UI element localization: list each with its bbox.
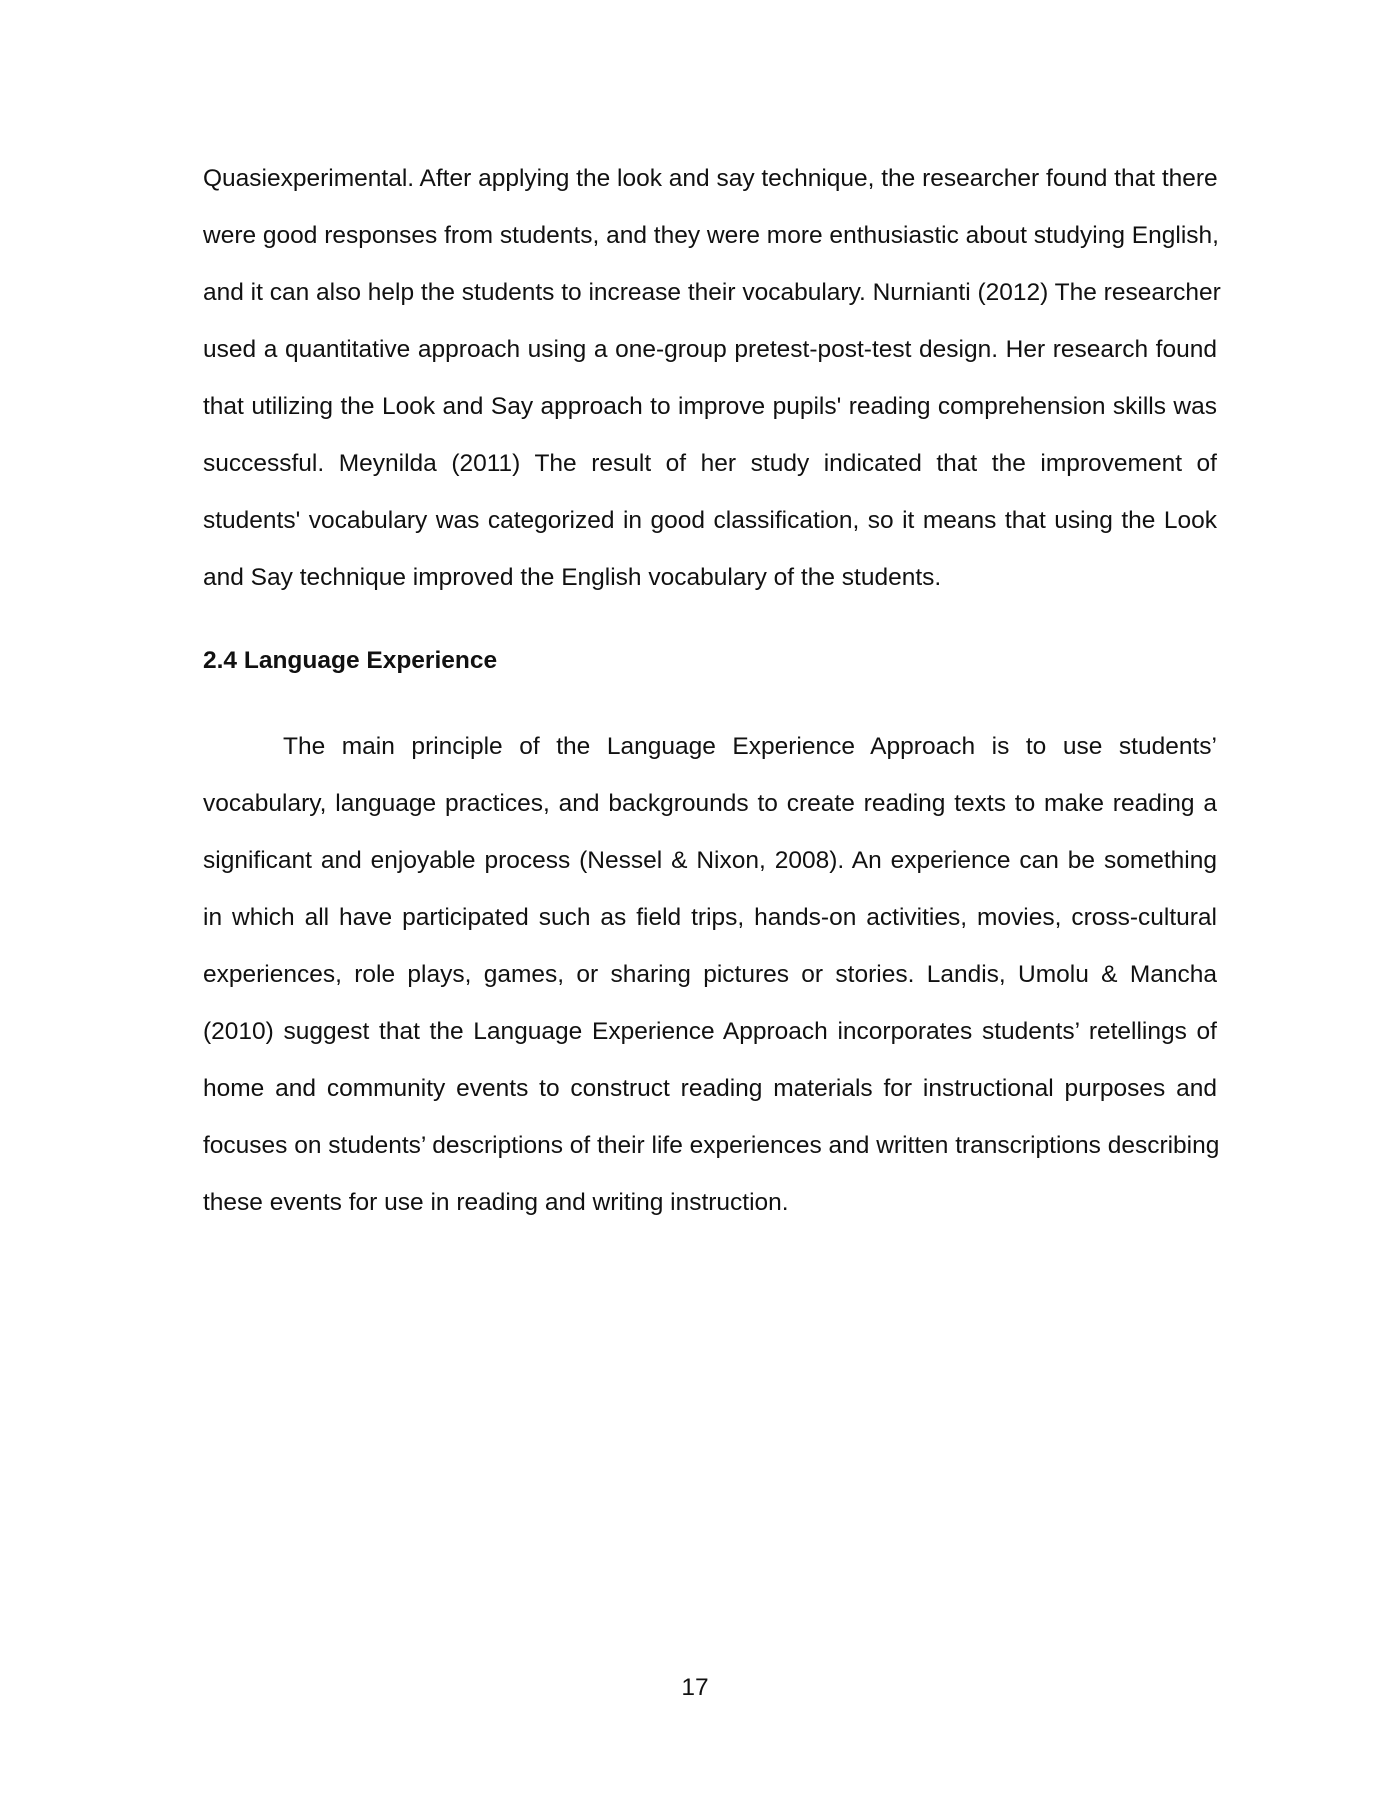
text-line: vocabulary, language practices, and backgrounds to create reading texts to make reading a — [203, 790, 1217, 817]
page-number: 17 — [681, 1674, 709, 1701]
text-line: in which all have participated such as field trips, hands-on activities, movies, cross-cultural — [203, 904, 1217, 931]
text-line: significant and enjoyable process (Nessel & Nixon, 2008). An experience can be something — [203, 847, 1217, 874]
text-line: The main principle of the Language Experience Approach is to use students’ — [283, 733, 1217, 760]
paragraph-look-and-say-studies — [203, 150, 1221, 606]
text-line: that utilizing the Look and Say approach to improve pupils' reading comprehension skills was — [203, 393, 1217, 420]
section-heading: 2.4 Language Experience — [203, 647, 498, 674]
text-line: experiences, role plays, games, or sharing pictures or stories. Landis, Umolu & Mancha — [203, 961, 1217, 988]
text-line: students' vocabulary was categorized in good classification, so it means that using the Look — [203, 507, 1217, 534]
text-line: and Say technique improved the English vocabulary of the students. — [203, 564, 942, 591]
text-line: focuses on students’ descriptions of their life experiences and written transcriptions describing — [203, 1132, 1220, 1159]
text-line: home and community events to construct reading materials for instructional purposes and — [203, 1075, 1217, 1102]
text-line: these events for use in reading and writing instruction. — [203, 1189, 789, 1216]
paragraph-language-experience — [203, 718, 1220, 1231]
text-line: were good responses from students, and they were more enthusiastic about studying English, — [203, 222, 1219, 249]
text-line: used a quantitative approach using a one-group pretest-post-test design. Her research found — [203, 336, 1217, 363]
text-line: and it can also help the students to increase their vocabulary. Nurnianti (2012) The researcher — [203, 279, 1221, 306]
text-line: Quasiexperimental. After applying the look and say technique, the researcher found that there — [203, 165, 1218, 192]
text-line: successful. Meynilda (2011) The result of her study indicated that the improvement of — [203, 450, 1217, 477]
text-line: (2010) suggest that the Language Experience Approach incorporates students’ retellings of — [203, 1018, 1217, 1045]
